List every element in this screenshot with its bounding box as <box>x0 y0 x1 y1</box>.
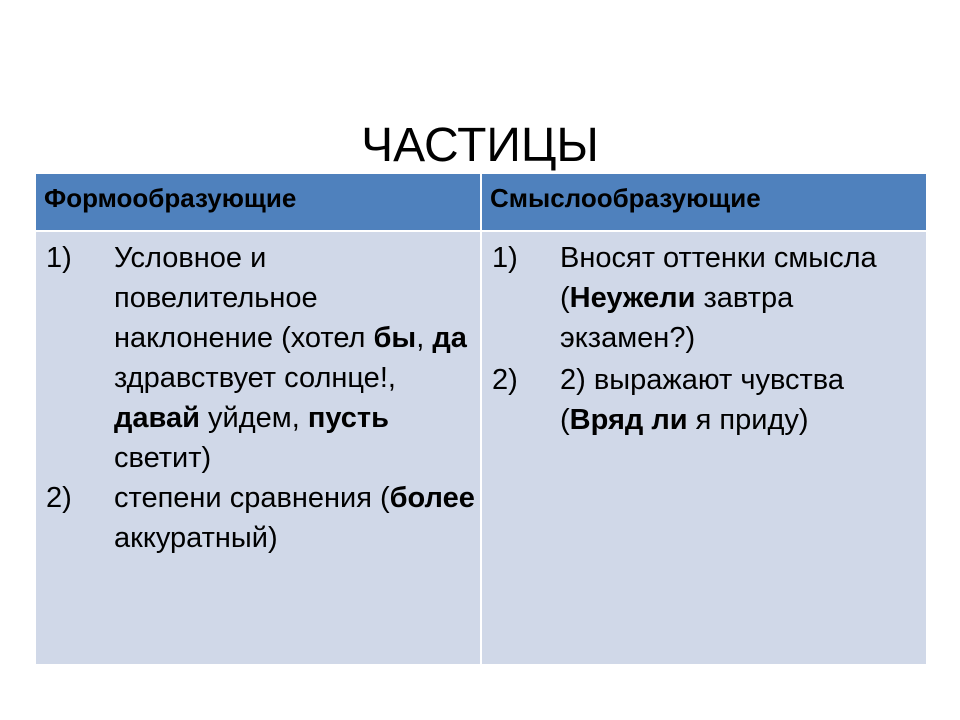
cell-form-building <box>35 231 481 665</box>
list-item-text <box>114 238 480 478</box>
text-run: светит) <box>114 442 212 474</box>
text-run: аккуратный) <box>114 522 278 554</box>
text-run: я приду) <box>687 404 809 436</box>
list-item-number: 2) <box>492 364 518 396</box>
particle-example: да <box>432 322 467 354</box>
list-item-number: 1) <box>492 242 518 274</box>
list-item-number: 2) <box>46 482 72 514</box>
particle-example: более <box>389 482 475 514</box>
particle-example: давай <box>114 402 200 434</box>
list-item <box>482 238 926 358</box>
meaning-building-list <box>482 232 926 440</box>
particle-example: бы <box>373 322 417 354</box>
list-item <box>36 238 480 478</box>
particle-example: Неужели <box>569 282 696 314</box>
text-run: уйдем, <box>199 402 308 434</box>
cell-meaning-building <box>481 231 927 665</box>
text-run: завтра экзамен?) <box>560 282 794 354</box>
text-run: Вносят оттенки смысла ( <box>560 242 877 314</box>
list-item <box>36 478 480 558</box>
text-run: степени сравнения ( <box>114 482 390 514</box>
slide-title: ЧАСТИЦЫ <box>361 119 599 172</box>
form-building-list <box>36 232 480 558</box>
list-item-number: 1) <box>46 242 72 274</box>
particle-example: Вряд ли <box>569 404 688 436</box>
text-run: , <box>416 322 433 354</box>
text-run: 2) выражают чувства ( <box>560 364 845 436</box>
list-item-text <box>560 238 926 358</box>
header-form-building: Формообразующие <box>35 173 481 231</box>
particle-example: пусть <box>307 402 389 434</box>
header-meaning-building: Смыслообразующие <box>481 173 927 231</box>
table-header-row <box>35 173 927 231</box>
text-run: здравствует солнце!, <box>114 362 396 394</box>
list-item-text <box>560 360 926 440</box>
table-body-row <box>35 231 927 665</box>
list-item-text <box>114 478 480 558</box>
text-run: Условное и повелительное наклонение (хотел <box>114 242 374 354</box>
list-item <box>482 360 926 440</box>
particles-table <box>34 172 928 666</box>
